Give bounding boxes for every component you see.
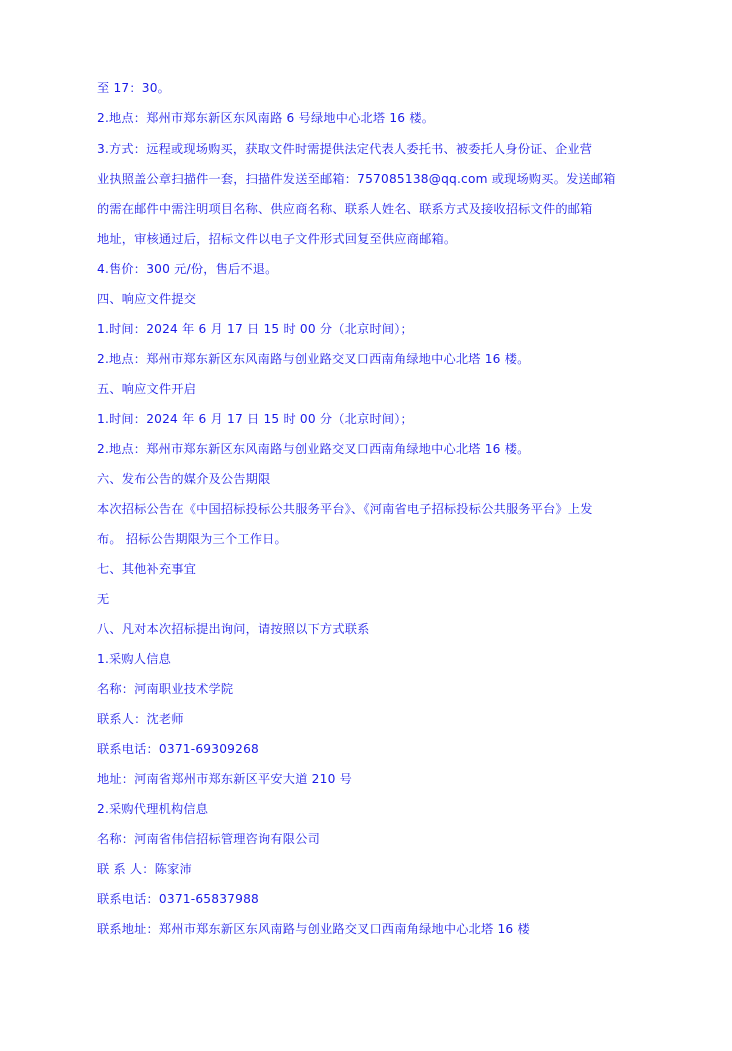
section-heading-media: 六、发布公告的媒介及公告期限 (97, 472, 271, 486)
text-line-method-4: 地址，审核通过后，招标文件以电子文件形式回复至供应商邮箱。 (97, 232, 457, 246)
text-line-agency-address: 联系地址：郑州市郑东新区东风南路与创业路交叉口西南角绿地中心北塔 16 楼 (97, 922, 530, 936)
subheading-agency-info: 2.采购代理机构信息 (97, 802, 209, 816)
text-line-purchaser-address: 地址：河南省郑州市郑东新区平安大道 210 号 (97, 772, 352, 786)
text-line-method-1: 3.方式：远程或现场购买，获取文件时需提供法定代表人委托书、被委托人身份证、企业营 (97, 142, 593, 156)
text-line-purchaser-name: 名称：河南职业技术学院 (97, 682, 234, 696)
text-line-media-2: 布。 招标公告期限为三个工作日。 (97, 532, 287, 546)
text-line-opening-time: 1.时间：2024 年 6 月 17 日 15 时 00 分（北京时间）； (97, 412, 413, 426)
text-line-method-2: 业执照盖公章扫描件一套，扫描件发送至邮箱：757085138@qq.com 或现场购买。发送邮箱 (97, 172, 616, 186)
text-line-price: 4.售价：300 元/份，售后不退。 (97, 262, 278, 276)
text-line-submission-location: 2.地点：郑州市郑东新区东风南路与创业路交叉口西南角绿地中心北塔 16 楼。 (97, 352, 530, 366)
text-line-none: 无 (97, 592, 110, 606)
text-line-media-1: 本次招标公告在《中国招标投标公共服务平台》、《河南省电子招标投标公共服务平台》上发 (97, 502, 593, 516)
text-line-location-1: 2.地点：郑州市郑东新区东风南路 6 号绿地中心北塔 16 楼。 (97, 111, 435, 125)
section-heading-opening: 五、响应文件开启 (97, 382, 197, 396)
section-heading-contact: 八、凡对本次招标提出询问，请按照以下方式联系 (97, 622, 370, 636)
text-line-agency-name: 名称：河南省伟信招标管理咨询有限公司 (97, 832, 320, 846)
text-line-continuation-time: 至 17：30。 (97, 81, 171, 95)
text-line-purchaser-contact: 联系人：沈老师 (97, 712, 184, 726)
section-heading-submission: 四、响应文件提交 (97, 292, 197, 306)
subheading-purchaser-info: 1.采购人信息 (97, 652, 171, 666)
text-line-agency-phone: 联系电话：0371-65837988 (97, 892, 259, 906)
text-line-opening-location: 2.地点：郑州市郑东新区东风南路与创业路交叉口西南角绿地中心北塔 16 楼。 (97, 442, 530, 456)
text-line-purchaser-phone: 联系电话：0371-69309268 (97, 742, 259, 756)
text-line-method-3: 的需在邮件中需注明项目名称、供应商名称、联系人姓名、联系方式及接收招标文件的邮箱 (97, 202, 593, 216)
text-line-agency-contact: 联 系 人：陈家沛 (97, 862, 192, 876)
text-line-submission-time: 1.时间：2024 年 6 月 17 日 15 时 00 分（北京时间）； (97, 322, 413, 336)
section-heading-other: 七、其他补充事宜 (97, 562, 197, 576)
